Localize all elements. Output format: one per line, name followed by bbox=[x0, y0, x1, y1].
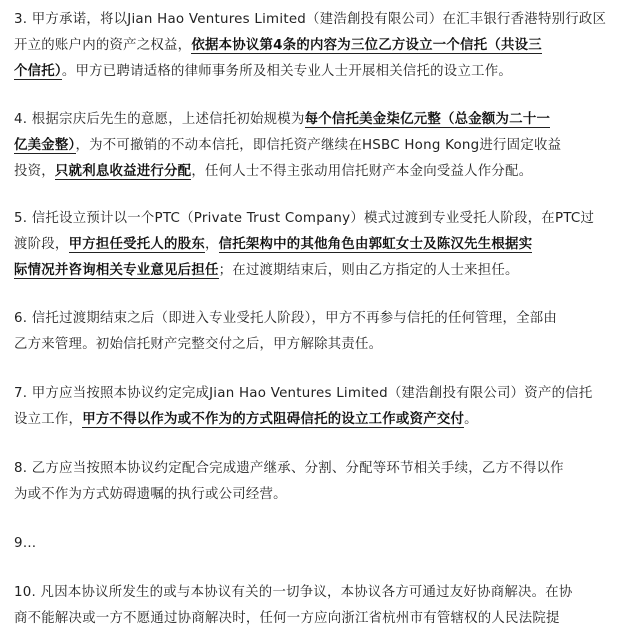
clause-4-emphasis-cont: 亿美金整） bbox=[14, 138, 76, 153]
clause-7 bbox=[14, 381, 628, 433]
clause-6-line-2: 乙方来管理。初始信托财产完整交付之后，甲方解除其责任。 bbox=[14, 337, 383, 352]
clause-5-line-1: 5. 信托设立预计以一个PTC（Private Trust Company）模式过渡到专业受托人阶段，在PTC过 bbox=[14, 211, 595, 226]
clause-10 bbox=[14, 580, 628, 632]
clause-5 bbox=[14, 206, 628, 284]
clause-3-line-1: 3. 甲方承诺，将以Jian Hao Ventures Limited（建浩創投有限公司）在汇丰银行香港特别行政区 bbox=[14, 12, 607, 27]
clause-3-emphasis-cont: 个信托） bbox=[14, 64, 62, 79]
clause-4 bbox=[14, 107, 628, 185]
clause-9 bbox=[14, 531, 628, 557]
clause-3 bbox=[14, 7, 628, 85]
clause-4-emphasis: 每个信托美金柒亿元整（总金额为二十一 bbox=[304, 112, 551, 127]
clause-7-line-2: 设立工作，甲方不得以作为或不作为的方式阻碍信托的设立工作或资产交付。 bbox=[14, 412, 478, 427]
clause-5-emphasis-shareholder: 甲方担任受托人的股东 bbox=[68, 237, 205, 252]
clause-7-line-1: 7. 甲方应当按照本协议约定完成Jian Hao Ventures Limited（建浩創投有限公司）资产的信托 bbox=[14, 386, 593, 401]
clause-4-line-1: 4. 根据宗庆后先生的意愿，上述信托初始规模为每个信托美金柒亿元整（总金额为二十一 bbox=[14, 112, 551, 127]
clause-5-emphasis-roles-cont: 际情况并咨询相关专业意见后担任 bbox=[14, 263, 219, 278]
clause-3-line-2: 开立的账户内的资产之权益，依据本协议第4条的内容为三位乙方设立一个信托（共设三 bbox=[14, 38, 542, 53]
clause-8 bbox=[14, 456, 628, 508]
clause-4-line-3: 投资，只就利息收益进行分配，任何人士不得主张动用信托财产本金向受益人作分配。 bbox=[14, 164, 533, 179]
clause-9-line-1: 9… bbox=[14, 536, 37, 551]
clause-3-line-3: 个信托）。甲方已聘请适格的律师事务所及相关专业人士开展相关信托的设立工作。 bbox=[14, 64, 513, 79]
clause-3-emphasis: 依据本协议第4条的内容为三位乙方设立一个信托（共设三 bbox=[191, 38, 542, 53]
clause-10-line-1: 10. 凡因本协议所发生的或与本协议有关的一切争议，本协议各方可通过友好协商解决。在协 bbox=[14, 585, 573, 600]
clause-8-line-1: 8. 乙方应当按照本协议约定配合完成遗产继承、分割、分配等环节相关手续，乙方不得以作 bbox=[14, 461, 564, 476]
clause-5-line-2: 渡阶段，甲方担任受托人的股东，信托架构中的其他角色由郭虹女士及陈汉先生根据实 bbox=[14, 237, 533, 252]
clause-4-emphasis-interest: 只就利息收益进行分配 bbox=[54, 164, 192, 179]
clause-6-line-1: 6. 信托过渡期结束之后（即进入专业受托人阶段），甲方不再参与信托的任何管理，全部由 bbox=[14, 311, 558, 326]
clause-10-line-2: 商不能解决或一方不愿通过协商解决时，任何一方应向浙江省杭州市有管辖权的人民法院提 bbox=[14, 611, 560, 626]
clause-5-emphasis-roles: 信托架构中的其他角色由郭虹女士及陈汉先生根据实 bbox=[218, 237, 533, 252]
clause-5-line-3: 际情况并咨询相关专业意见后担任；在过渡期结束后，则由乙方指定的人士来担任。 bbox=[14, 263, 519, 278]
clause-8-line-2: 为或不作为方式妨碍遗嘱的执行或公司经营。 bbox=[14, 487, 287, 502]
clause-4-line-2: 亿美金整），为不可撤销的不动本信托，即信托资产继续在HSBC Hong Kong进行固定收益 bbox=[14, 138, 562, 153]
clause-6 bbox=[14, 306, 628, 358]
clause-7-emphasis: 甲方不得以作为或不作为的方式阻碍信托的设立工作或资产交付 bbox=[82, 412, 465, 427]
